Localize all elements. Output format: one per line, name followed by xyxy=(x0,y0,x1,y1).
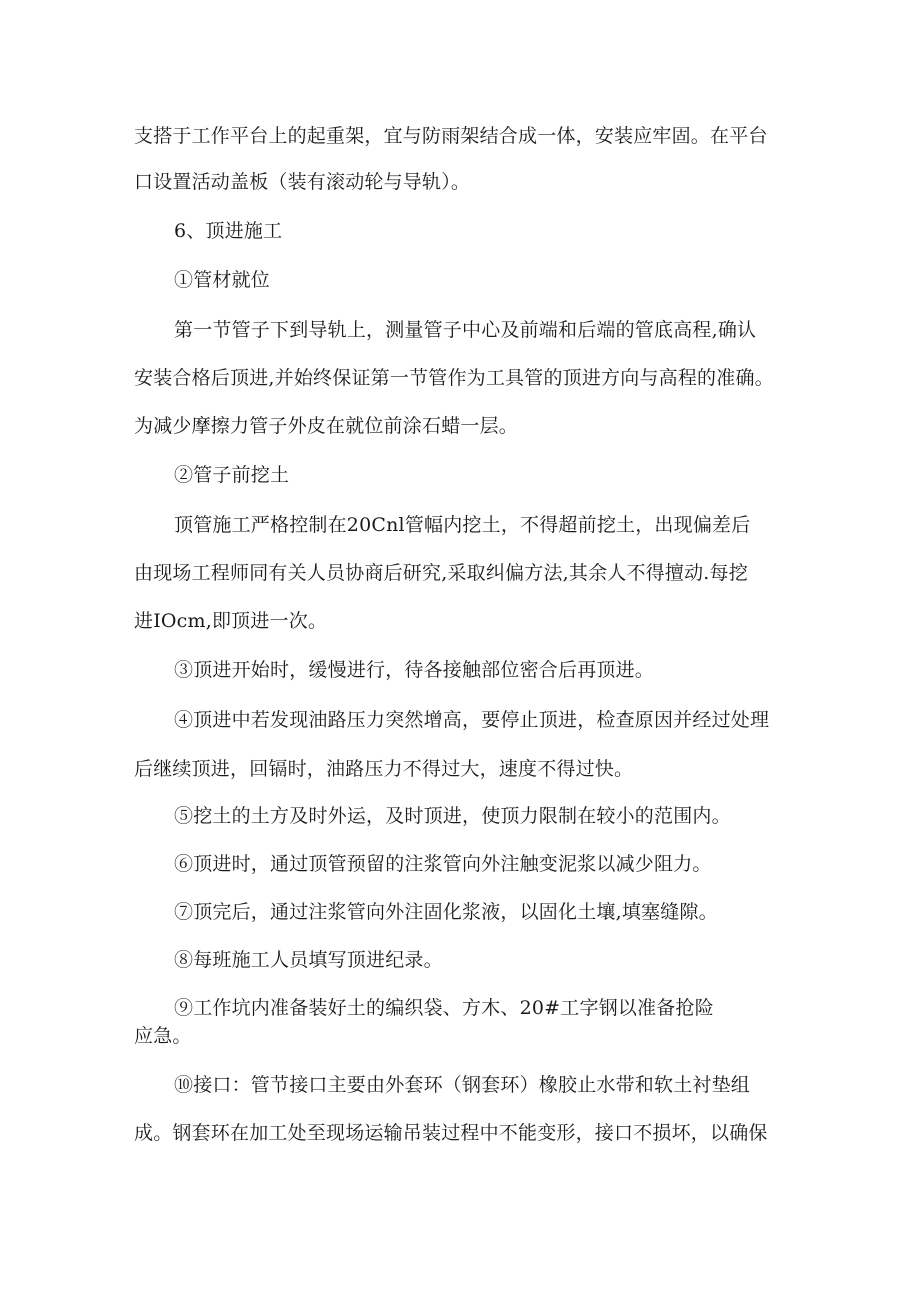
text-line-9: 顶管施工严格控制在20Cnl管幅内挖土，不得超前挖土，出现偏差后 xyxy=(174,514,751,536)
item-4: ④顶进中若发现油路压力突然增高，要停止顶进，检查原因并经过处理 xyxy=(174,709,770,731)
subheading-excavation: ②管子前挖土 xyxy=(174,464,290,486)
text-line-6: 安装合格后顶进,并始终保证第一节管作为工具管的顶进方向与高程的准确。 xyxy=(134,367,774,389)
text-line-1: 支搭于工作平台上的起重架，宜与防雨架结合成一体，安装应牢固。在平台 xyxy=(134,125,768,147)
text-line-14: 后继续顶进，回镉时，油路压力不得过大，速度不得过快。 xyxy=(134,758,634,780)
text-line-7: 为减少摩擦力管子外皮在就位前涂石蜡一层。 xyxy=(134,415,519,437)
text-line-2: 口设置活动盖板（装有滚动轮与导轨）。 xyxy=(134,171,471,193)
item-6: ⑥顶进时，通过顶管预留的注浆管向外注触变泥浆以减少阻力。 xyxy=(174,853,712,875)
subheading-pipe-positioning: ①管材就位 xyxy=(174,269,271,291)
text-line-10: 由现场工程师同有关人员协商后研究,采取纠偏方法,其余人不得擅动.每挖 xyxy=(134,562,748,584)
text-line-5: 第一节管子下到导轨上，测量管子中心及前端和后端的管底高程,确认 xyxy=(174,319,757,341)
text-line-20: 应急。 xyxy=(134,1025,192,1047)
item-8: ⑧每班施工人员填写顶进纪录。 xyxy=(174,949,443,971)
item-7: ⑦顶完后，通过注浆管向外注固化浆液，以固化土壤,填塞缝隙。 xyxy=(174,901,718,923)
item-9: ⑨工作坑内准备装好土的编织袋、方木、20#工字钢以准备抢险 xyxy=(174,997,714,1019)
text-line-22: 成。钢套环在加工处至现场运输吊装过程中不能变形，接口不损坏，以确保 xyxy=(134,1122,768,1144)
item-10: ⑩接口：管节接口主要由外套环（钢套环）橡胶止水带和软土衬垫组 xyxy=(174,1074,751,1096)
text-line-11: 进IOcm,即顶进一次。 xyxy=(134,610,328,632)
item-5: ⑤挖土的土方及时外运，及时顶进，使顶力限制在较小的范围内。 xyxy=(174,805,731,827)
item-3: ③顶进开始时，缓慢进行，待各接触部位密合后再顶进。 xyxy=(174,659,655,681)
section-heading-jacking: 6、顶进施工 xyxy=(174,220,283,242)
